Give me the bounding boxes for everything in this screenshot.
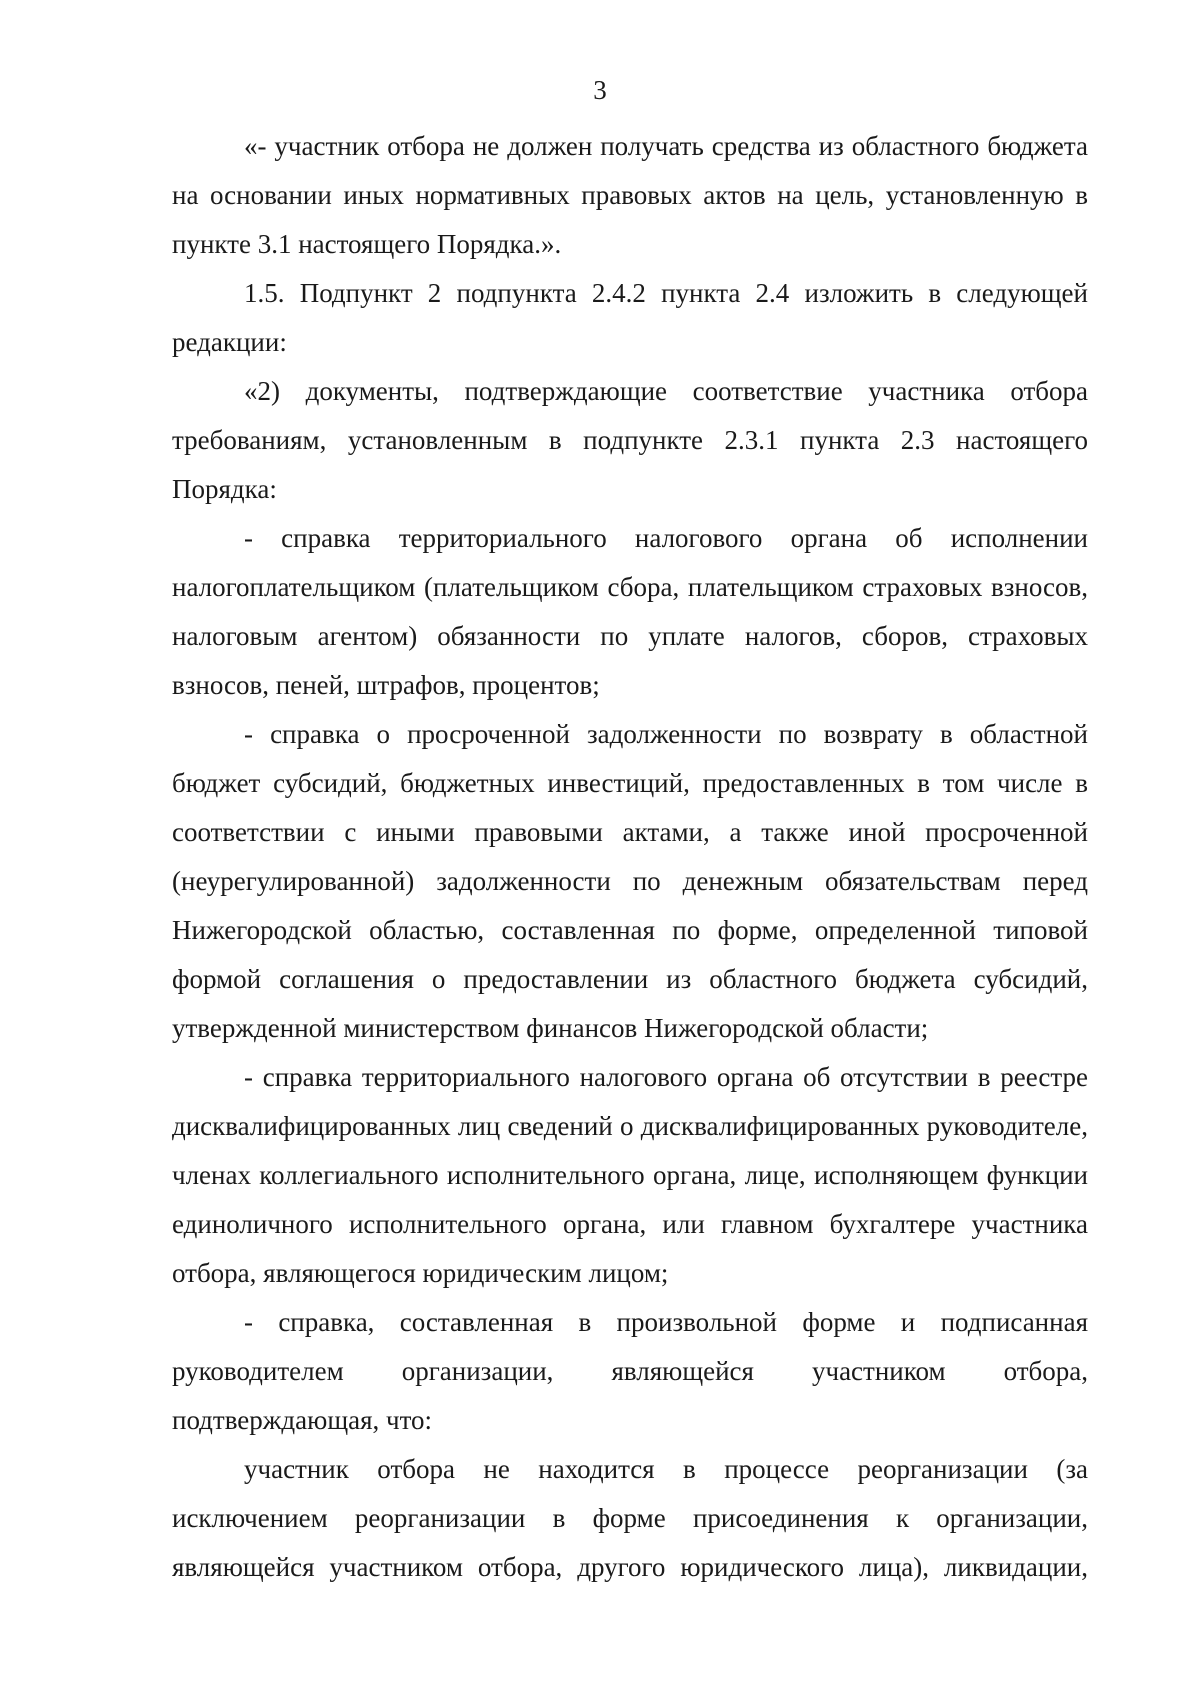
paragraph-tax-certificate: - справка территориального налогового органа об исполнении налогоплательщиком (плательщиком сбора, плательщиком страховых взносов, налоговым агентом) обязанности по уплате налогов, сборов, страховых взносов, пеней, штрафов, процентов; <box>172 523 1088 700</box>
paragraph-reorganization-status: участник отбора не находится в процессе реорганизации (за исключением реорганизации в форме присоединения к организации, являющейся участником отбора, другого юридического лица), ликвидации, <box>172 1454 1088 1582</box>
paragraph-documents-list-intro: «2) документы, подтверждающие соответствие участника отбора требованиям, установленным в подпункте 2.3.1 пункта 2.3 настоящего Порядка: <box>172 376 1088 504</box>
document-body <box>172 122 1088 1592</box>
page-number: 3 <box>593 75 607 105</box>
paragraph-amendment-1-5: 1.5. Подпункт 2 подпункта 2.4.2 пункта 2.4 изложить в следующей редакции: <box>172 278 1088 357</box>
paragraph-overdue-debt-certificate: - справка о просроченной задолженности по возврату в областной бюджет субсидий, бюджетных инвестиций, предоставленных в том числе в соответствии с иными правовыми актами, а также иной просроченной (неурегулированной) задолженности по денежным обязательствам перед Нижегородской областью, составленная по форме, определенной типовой формой соглашения о предоставлении из областного бюджета субсидий, утвержденной министерством финансов Нижегородской области; <box>172 719 1088 1043</box>
paragraph-free-form-certificate: - справка, составленная в произвольной форме и подписанная руководителем организации, являющейся участником отбора, подтверждающая, что: <box>172 1307 1088 1435</box>
paragraph-eligibility-clause: «- участник отбора не должен получать средства из областного бюджета на основании иных нормативных правовых актов на цель, установленную в пункте 3.1 настоящего Порядка.». <box>172 131 1088 259</box>
paragraph-disqualification-certificate: - справка территориального налогового органа об отсутствии в реестре дисквалифицированных лиц сведений о дисквалифицированных руководителе, членах коллегиального исполнительного органа, лице, исполняющем функции единоличного исполнительного органа, или главном бухгалтере участника отбора, являющегося юридическим лицом; <box>172 1062 1088 1288</box>
